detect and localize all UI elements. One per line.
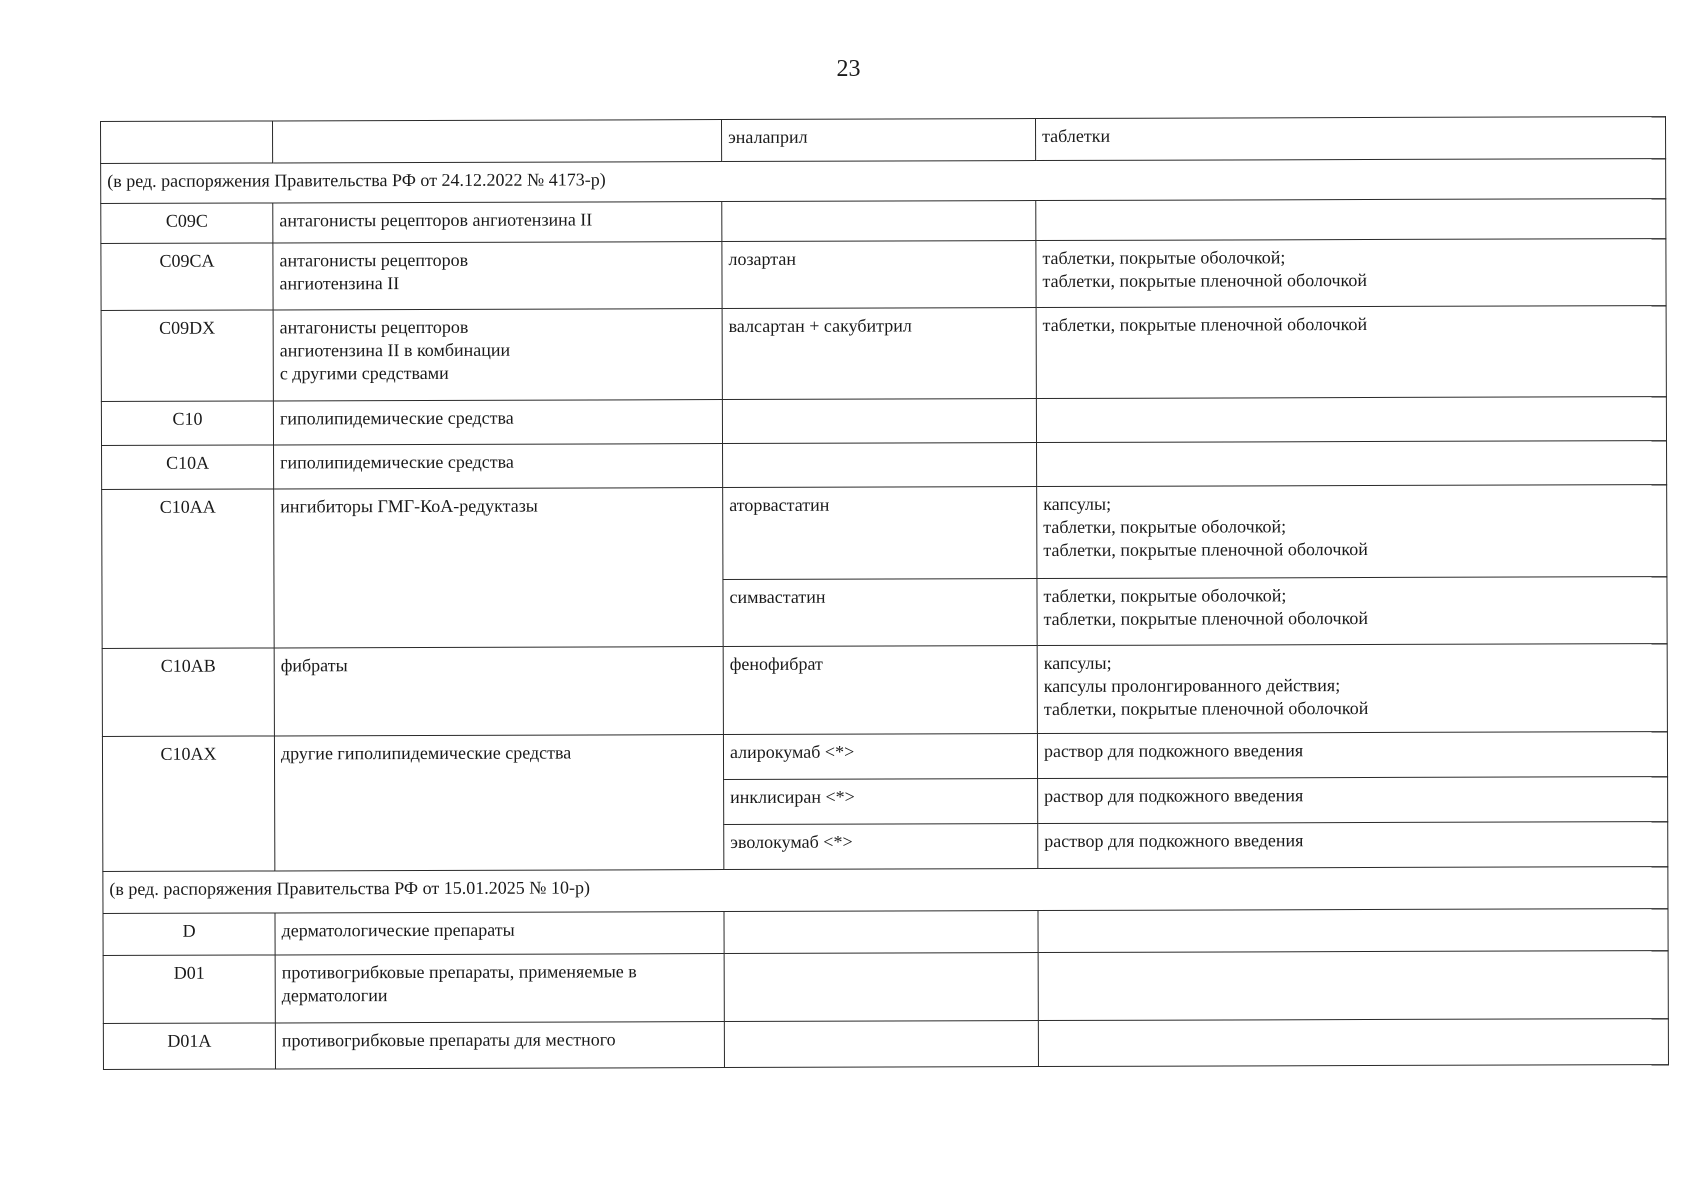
- atc-group: противогрибковые препараты для местного: [275, 1022, 724, 1069]
- drug-name: [722, 399, 1036, 444]
- dosage-form: капсулы; таблетки, покрытые оболочкой; таблетки, покрытые пленочной оболочкой: [1037, 485, 1667, 579]
- atc-code: C09DX: [101, 310, 273, 402]
- amendment-row: [103, 867, 1668, 914]
- dosage-form: [1036, 397, 1666, 443]
- atc-code: C10: [101, 401, 273, 446]
- drug-name: эналаприл: [721, 119, 1035, 162]
- drug-name: эволокумаб <*>: [724, 824, 1038, 870]
- table-row: [103, 1019, 1668, 1070]
- drug-name: алирокумаб <*>: [723, 734, 1037, 780]
- atc-code: C09CA: [101, 243, 273, 311]
- table-row: [102, 485, 1667, 582]
- table-row: [102, 732, 1667, 782]
- atc-code: D: [103, 913, 275, 956]
- amendment-note: (в ред. распоряжения Правительства РФ от 15.01.2025 № 10-р): [103, 867, 1668, 914]
- drug-name: симвастатин: [723, 579, 1037, 647]
- atc-code: [101, 121, 273, 164]
- dosage-form: таблетки, покрытые оболочкой; таблетки, покрытые пленочной оболочкой: [1036, 239, 1666, 308]
- table-row: [101, 199, 1666, 244]
- dosage-form: таблетки: [1035, 117, 1665, 161]
- dosage-form: [1038, 951, 1668, 1021]
- drug-name: [724, 953, 1038, 1022]
- atc-code: D01: [103, 955, 275, 1024]
- drug-name: аторвастатин: [723, 487, 1037, 580]
- table-row: [102, 644, 1667, 737]
- medication-table: [100, 116, 1669, 1070]
- atc-group: гиполипидемические средства: [274, 444, 723, 489]
- dosage-form: [1038, 909, 1668, 953]
- atc-group: антагонисты рецепторов ангиотензина II в комбинации с другими средствами: [273, 309, 722, 401]
- drug-name: [724, 1021, 1038, 1068]
- atc-group: гиполипидемические средства: [273, 400, 722, 445]
- dosage-form: раствор для подкожного введения: [1037, 732, 1667, 779]
- atc-code: C10AB: [102, 648, 274, 737]
- amendment-note: (в ред. распоряжения Правительства РФ от 24.12.2022 № 4173-р): [101, 159, 1666, 204]
- dosage-form: таблетки, покрытые оболочкой; таблетки, покрытые пленочной оболочкой: [1037, 577, 1667, 646]
- atc-code: C09C: [101, 203, 273, 244]
- atc-group: антагонисты рецепторов ангиотензина II: [273, 202, 722, 243]
- drug-name: [723, 443, 1037, 488]
- dosage-form: раствор для подкожного введения: [1038, 822, 1668, 869]
- atc-group: другие гиполипидемические средства: [274, 735, 723, 871]
- atc-group: противогрибковые препараты, применяемые в дерматологии: [275, 954, 724, 1023]
- dosage-form: капсулы; капсулы пролонгированного действия; таблетки, покрытые пленочной оболочкой: [1037, 644, 1667, 734]
- dosage-form: [1038, 1019, 1668, 1067]
- drug-name: лозартан: [722, 241, 1036, 309]
- dosage-form: [1037, 441, 1667, 487]
- table-row: [103, 951, 1668, 1024]
- dosage-form: таблетки, покрытые пленочной оболочкой: [1036, 306, 1666, 399]
- table-row: [103, 909, 1668, 956]
- table-row: [101, 239, 1666, 311]
- atc-code: C10A: [102, 445, 274, 490]
- atc-code: D01A: [103, 1023, 275, 1070]
- atc-group: ингибиторы ГМГ-КоА-редуктазы: [274, 488, 723, 648]
- atc-code: C10AA: [102, 489, 274, 649]
- atc-code: C10AX: [102, 736, 274, 872]
- table-row: [101, 397, 1666, 446]
- atc-group: [273, 120, 722, 163]
- atc-group: фибраты: [274, 647, 723, 736]
- dosage-form: раствор для подкожного введения: [1038, 777, 1668, 824]
- amendment-row: [101, 159, 1666, 204]
- drug-name: [724, 911, 1038, 954]
- drug-name: [722, 201, 1036, 242]
- page-number: 23: [836, 56, 861, 82]
- table-row: [102, 441, 1667, 490]
- drug-name: инклисиран <*>: [724, 779, 1038, 825]
- atc-group: дерматологические препараты: [275, 912, 724, 955]
- drug-name: валсартан + сакубитрил: [722, 308, 1036, 400]
- drug-name: фенофибрат: [723, 646, 1037, 735]
- dosage-form: [1036, 199, 1666, 241]
- atc-group: антагонисты рецепторов ангиотензина II: [273, 242, 722, 310]
- table-row: [101, 306, 1666, 402]
- table-row: [101, 117, 1666, 164]
